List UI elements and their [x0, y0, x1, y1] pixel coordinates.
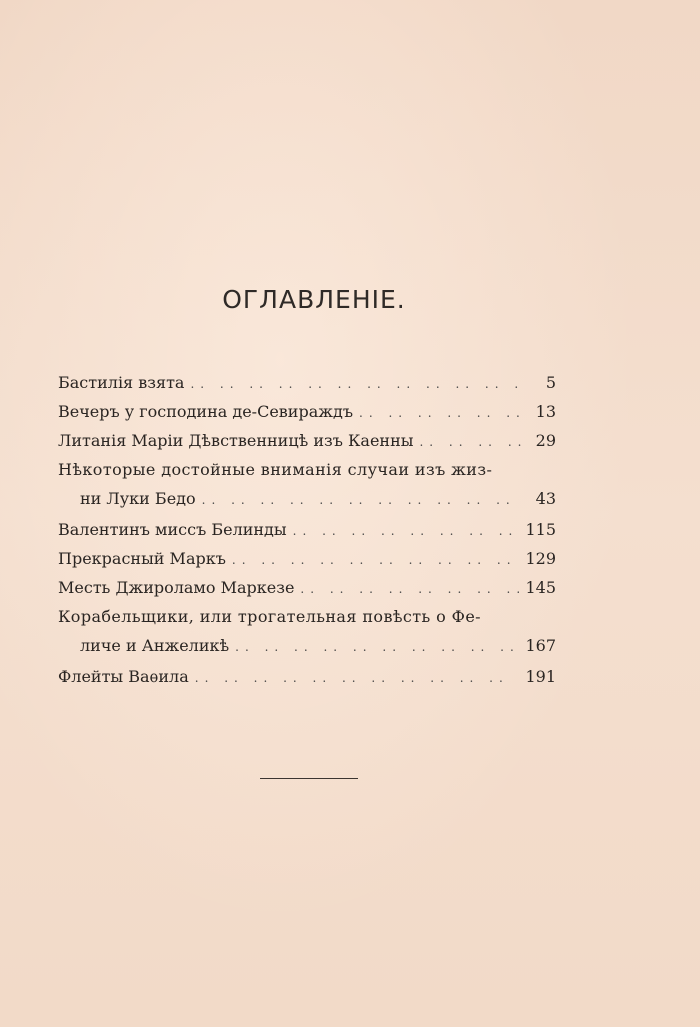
toc-entry	[58, 368, 556, 397]
dot-leader	[202, 486, 522, 515]
divider-rule	[260, 778, 358, 779]
toc-entry	[58, 544, 556, 573]
toc-entry	[58, 662, 556, 691]
toc-entry-page: 129	[525, 549, 556, 568]
toc-entry-page: 145	[525, 578, 556, 597]
dot-leader	[300, 575, 519, 604]
toc-entry-page: 115	[525, 520, 556, 539]
toc-entry	[58, 397, 556, 426]
table-of-contents	[58, 368, 556, 691]
toc-entry-title: Литанія Маріи Дѣвственницѣ изъ Каенны	[58, 431, 414, 450]
page-title: ОГЛАВЛЕНІЕ.	[222, 285, 406, 314]
toc-entry-page: 5	[545, 373, 556, 392]
toc-entry-title: Месть Джироламо Маркезе	[58, 578, 295, 597]
toc-entry	[58, 602, 556, 662]
toc-entry-title-line2: личе и Анжеликѣ	[80, 636, 230, 655]
toc-entry	[58, 455, 556, 515]
dot-leader	[190, 370, 522, 399]
dot-leader	[232, 546, 520, 575]
toc-entry-page: 13	[535, 402, 556, 421]
toc-entry	[58, 426, 556, 455]
toc-entry	[58, 515, 556, 544]
toc-entry-line2	[58, 484, 556, 515]
toc-entry-title-line1: Корабельщики, или трогательная повѣсть о Фе-	[58, 607, 481, 626]
toc-entry-title: Валентинъ миссъ Белинды	[58, 520, 287, 539]
toc-entry-title: Бастилія взята	[58, 373, 185, 392]
toc-entry-title: Флейты Ваѳила	[58, 667, 189, 686]
toc-entry-page: 43	[535, 489, 556, 508]
toc-entry-line2	[58, 631, 556, 662]
toc-entry-title-line2: ни Луки Бедо	[80, 489, 196, 508]
dot-leader	[235, 633, 519, 662]
toc-entry-page: 29	[535, 431, 556, 450]
toc-entry-page: 191	[525, 667, 556, 686]
dot-leader	[293, 517, 520, 546]
dot-leader	[419, 428, 522, 457]
toc-entry-page: 167	[525, 636, 556, 655]
toc-entry-title: Вечеръ у господина де-Севираждъ	[58, 402, 353, 421]
toc-entry-title-line1: Нѣкоторые достойные вниманія случаи изъ жиз-	[58, 460, 493, 479]
toc-entry-title: Прекрасный Маркъ	[58, 549, 226, 568]
toc-entry	[58, 573, 556, 602]
dot-leader	[359, 399, 522, 428]
dot-leader	[195, 664, 520, 693]
